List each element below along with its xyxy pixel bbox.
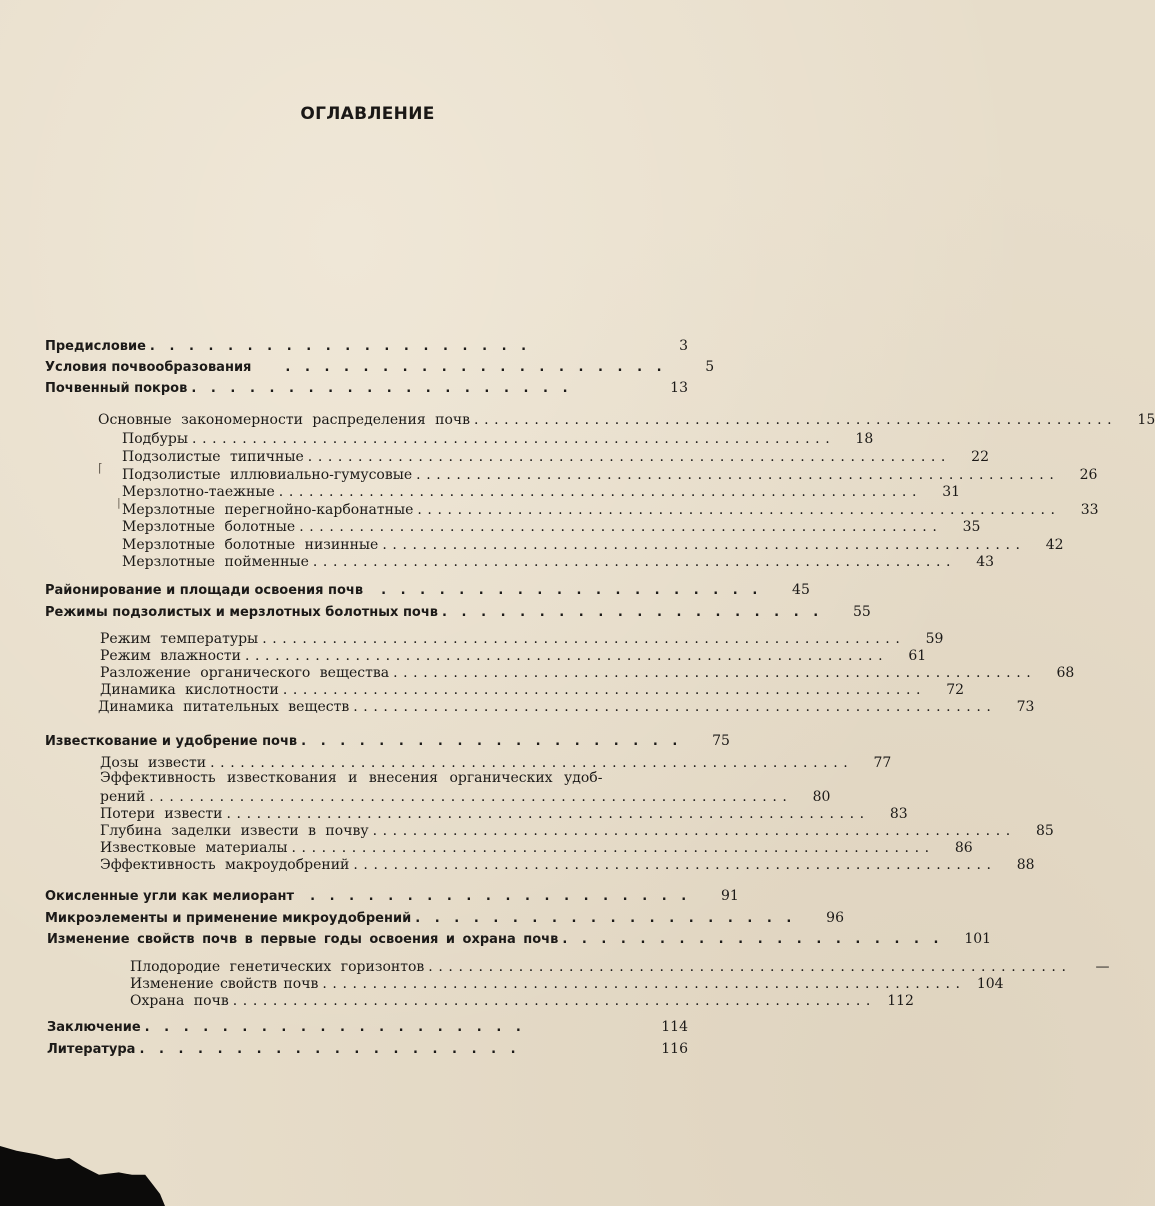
leader-dots: ................................................................ bbox=[278, 484, 923, 500]
toc-entry[interactable] bbox=[47, 929, 992, 947]
toc-entry-title: Режим влажности bbox=[100, 648, 241, 664]
leader-dots: .................... bbox=[144, 1020, 536, 1035]
toc-entry-title: Основные закономерности распределения почв bbox=[98, 412, 471, 428]
leader-dots: .................... bbox=[442, 605, 833, 620]
toc-entry[interactable] bbox=[47, 1039, 688, 1057]
toc-entry[interactable] bbox=[122, 465, 1098, 483]
toc-entry-title: Литература bbox=[47, 1042, 136, 1057]
toc-entry-title: Мерзлотные болотные низинные bbox=[122, 537, 379, 553]
toc-entry-title: Подбуры bbox=[122, 431, 189, 447]
toc-entry-page: 59 bbox=[925, 631, 944, 647]
toc-entry-title: Изменение свойств почв в первые годы освоения и охрана почв bbox=[47, 932, 559, 947]
toc-entry-page: 83 bbox=[889, 806, 908, 822]
toc-entry-page: 85 bbox=[1035, 823, 1054, 839]
toc-entry-title: Охрана почв bbox=[130, 993, 229, 1009]
toc-entry-title: Условия почвообразования bbox=[45, 360, 252, 375]
toc-entry[interactable] bbox=[45, 378, 688, 396]
leader-dots: ................................................................ bbox=[312, 554, 957, 570]
leader-dots: ................................................................ bbox=[282, 682, 927, 698]
toc-entry-title: Микроэлементы и применение микроудобрений bbox=[45, 911, 412, 926]
leader-dots: ................................................................ bbox=[192, 431, 836, 447]
toc-entry[interactable] bbox=[122, 429, 874, 447]
toc-entry-page: 33 bbox=[1080, 502, 1099, 518]
toc-entry[interactable] bbox=[100, 821, 1054, 839]
toc-entry-page: 101 bbox=[964, 931, 992, 947]
toc-entry-title: Режим температуры bbox=[100, 631, 259, 647]
toc-entry-page: 96 bbox=[826, 910, 844, 926]
leader-dots: ................................................................ bbox=[382, 537, 1026, 553]
page-title: ОГЛАВЛЕНИЕ bbox=[300, 104, 435, 124]
toc-entry-page: — bbox=[1095, 959, 1110, 975]
leader-dots: .................... bbox=[149, 339, 541, 354]
toc-entry-title: Подзолистые иллювиально-гумусовые bbox=[122, 467, 413, 483]
toc-entry-title-line1[interactable]: Эффективность известкования и внесения органических удоб- bbox=[100, 770, 603, 786]
toc-entry-page: 114 bbox=[661, 1019, 688, 1035]
toc-entry-page: 80 bbox=[812, 789, 831, 805]
leader-dots: ................................................................ bbox=[353, 699, 997, 715]
toc-entry-page: 77 bbox=[873, 755, 892, 771]
toc-entry-page: 43 bbox=[976, 554, 995, 570]
leader-dots: ................................................................ bbox=[291, 840, 935, 856]
toc-entry[interactable] bbox=[45, 731, 730, 749]
toc-entry-page: 104 bbox=[976, 976, 1004, 992]
leader-dots: ................................................................ bbox=[262, 631, 906, 647]
leader-dots: .................... bbox=[191, 381, 583, 396]
toc-entry[interactable] bbox=[100, 663, 1075, 681]
toc-entry-title: Плодородие генетических горизонтов bbox=[130, 959, 425, 975]
leader-dots: ................................................................ bbox=[232, 993, 876, 1009]
leader-dots: ................................................................ bbox=[226, 806, 870, 822]
toc-entry-page: 5 bbox=[705, 359, 715, 375]
leader-dots: ................................................................ bbox=[474, 412, 1118, 428]
toc-entry[interactable] bbox=[130, 957, 1110, 975]
toc-entry-page: 68 bbox=[1056, 665, 1075, 681]
toc-entry-page: 42 bbox=[1045, 537, 1064, 553]
toc-entry-title: Почвенный покров bbox=[45, 381, 188, 396]
leader-dots: ................................................................ bbox=[244, 648, 889, 664]
toc-entry[interactable] bbox=[100, 804, 908, 822]
leader-dots: .................... bbox=[310, 889, 701, 904]
leader-dots: ................................................................ bbox=[307, 449, 951, 465]
toc-entry-title: Районирование и площади освоения почв bbox=[45, 583, 364, 598]
toc-entry-title: Окисленные угли как мелиорант bbox=[45, 889, 295, 904]
toc-entry-title: Эффективность макроудобрений bbox=[100, 857, 350, 873]
leader-dots: ................................................................ bbox=[353, 857, 997, 873]
toc-entry-title: Мерзлотные болотные bbox=[122, 519, 296, 535]
toc-entry[interactable] bbox=[122, 447, 989, 465]
toc-entry-title: Заключение bbox=[47, 1020, 141, 1035]
toc-entry[interactable] bbox=[45, 357, 715, 375]
scan-artifact-bar: | bbox=[117, 496, 121, 509]
leader-dots: .................... bbox=[381, 583, 772, 598]
toc-entry-page: 91 bbox=[721, 888, 739, 904]
toc-entry-title: Мерзлотные пойменные bbox=[122, 554, 309, 570]
toc-entry-title: Режимы подзолистых и мерзлотных болотных почв bbox=[45, 605, 439, 620]
toc-entry-title: Изменение свойств почв bbox=[130, 976, 319, 992]
toc-entry-page: 75 bbox=[712, 733, 730, 749]
toc-entry-page: 22 bbox=[971, 449, 989, 465]
leader-dots: ................................................................ bbox=[299, 519, 943, 535]
scan-artifact-bracket: ⌈ bbox=[98, 461, 103, 475]
leader-dots: ................................................................ bbox=[416, 467, 1060, 483]
leader-dots: .................... bbox=[285, 360, 677, 375]
toc-entry[interactable] bbox=[45, 908, 844, 926]
toc-entry[interactable] bbox=[100, 629, 944, 647]
leader-dots: .................... bbox=[562, 932, 954, 947]
toc-entry[interactable] bbox=[100, 838, 973, 856]
toc-entry-page: 15 bbox=[1137, 412, 1155, 428]
toc-entry-page: 116 bbox=[661, 1041, 688, 1057]
toc-entry-page: 55 bbox=[852, 604, 871, 620]
toc-entry[interactable] bbox=[122, 482, 961, 500]
toc-entry[interactable] bbox=[100, 855, 1035, 873]
toc-entry-page: 86 bbox=[954, 840, 973, 856]
toc-entry-page: 61 bbox=[908, 648, 927, 664]
toc-entry[interactable] bbox=[45, 336, 688, 354]
toc-entry[interactable] bbox=[122, 552, 995, 570]
toc-entry[interactable] bbox=[98, 697, 1035, 715]
toc-entry-page: 26 bbox=[1079, 467, 1098, 483]
toc-entry[interactable] bbox=[45, 602, 871, 620]
toc-entry-title: Предисловие bbox=[45, 339, 146, 354]
toc-entry-title: Известкование и удобрение почв bbox=[45, 734, 298, 749]
toc-entry-page: 72 bbox=[946, 682, 965, 698]
toc-entry[interactable] bbox=[122, 535, 1064, 553]
leader-dots: ................................................................ bbox=[428, 959, 1072, 975]
toc-entry[interactable] bbox=[98, 410, 1155, 428]
toc-entry[interactable] bbox=[45, 886, 739, 904]
toc-entry-page: 45 bbox=[792, 582, 810, 598]
toc-entry-title: Глубина заделки извести в почву bbox=[100, 823, 369, 839]
toc-entry[interactable] bbox=[100, 787, 831, 805]
toc-entry-title: Динамика питательных веществ bbox=[98, 699, 350, 715]
toc-entry-page: 73 bbox=[1016, 699, 1035, 715]
leader-dots: ................................................................ bbox=[210, 755, 854, 771]
toc-entry-page: 88 bbox=[1016, 857, 1035, 873]
toc-entry[interactable] bbox=[47, 1017, 688, 1035]
toc-entry-page: 18 bbox=[855, 431, 874, 447]
leader-dots: .................... bbox=[301, 734, 692, 749]
leader-dots: ................................................................ bbox=[372, 823, 1016, 839]
toc-entry-title: Мерзлотные перегнойно-карбонатные bbox=[122, 502, 414, 518]
leader-dots: .................... bbox=[415, 911, 806, 926]
toc-entry-title-line2: рений bbox=[100, 789, 146, 805]
torn-paper-corner bbox=[0, 1146, 165, 1206]
toc-entry-page: 35 bbox=[962, 519, 981, 535]
toc-entry[interactable] bbox=[100, 753, 892, 771]
toc-entry-title: Потери извести bbox=[100, 806, 223, 822]
toc-entry-page: 13 bbox=[670, 380, 688, 396]
toc-entry[interactable] bbox=[100, 646, 927, 664]
leader-dots: .................... bbox=[139, 1042, 531, 1057]
toc-entry[interactable] bbox=[122, 517, 981, 535]
toc-entry[interactable] bbox=[130, 991, 914, 1009]
toc-entry-title: Подзолистые типичные bbox=[122, 449, 304, 465]
toc-entry[interactable] bbox=[130, 974, 1004, 992]
leader-dots: ................................................................ bbox=[393, 665, 1037, 681]
toc-entry[interactable] bbox=[122, 500, 1099, 518]
toc-entry-title: Дозы извести bbox=[100, 755, 207, 771]
toc-entry-page: 3 bbox=[679, 338, 688, 354]
leader-dots: ................................................................ bbox=[322, 976, 966, 992]
toc-entry-title: Известковые материалы bbox=[100, 840, 288, 856]
leader-dots: ................................................................ bbox=[417, 502, 1061, 518]
toc-entry[interactable] bbox=[45, 580, 810, 598]
toc-entry-title: Разложение органического вещества bbox=[100, 665, 390, 681]
toc-entry[interactable] bbox=[100, 680, 965, 698]
toc-entry-title: Динамика кислотности bbox=[100, 682, 279, 698]
toc-entry-page: 112 bbox=[887, 993, 914, 1009]
toc-entry-title: Мерзлотно-таежные bbox=[122, 484, 275, 500]
leader-dots: ................................................................ bbox=[149, 789, 793, 805]
toc-entry-page: 31 bbox=[942, 484, 961, 500]
